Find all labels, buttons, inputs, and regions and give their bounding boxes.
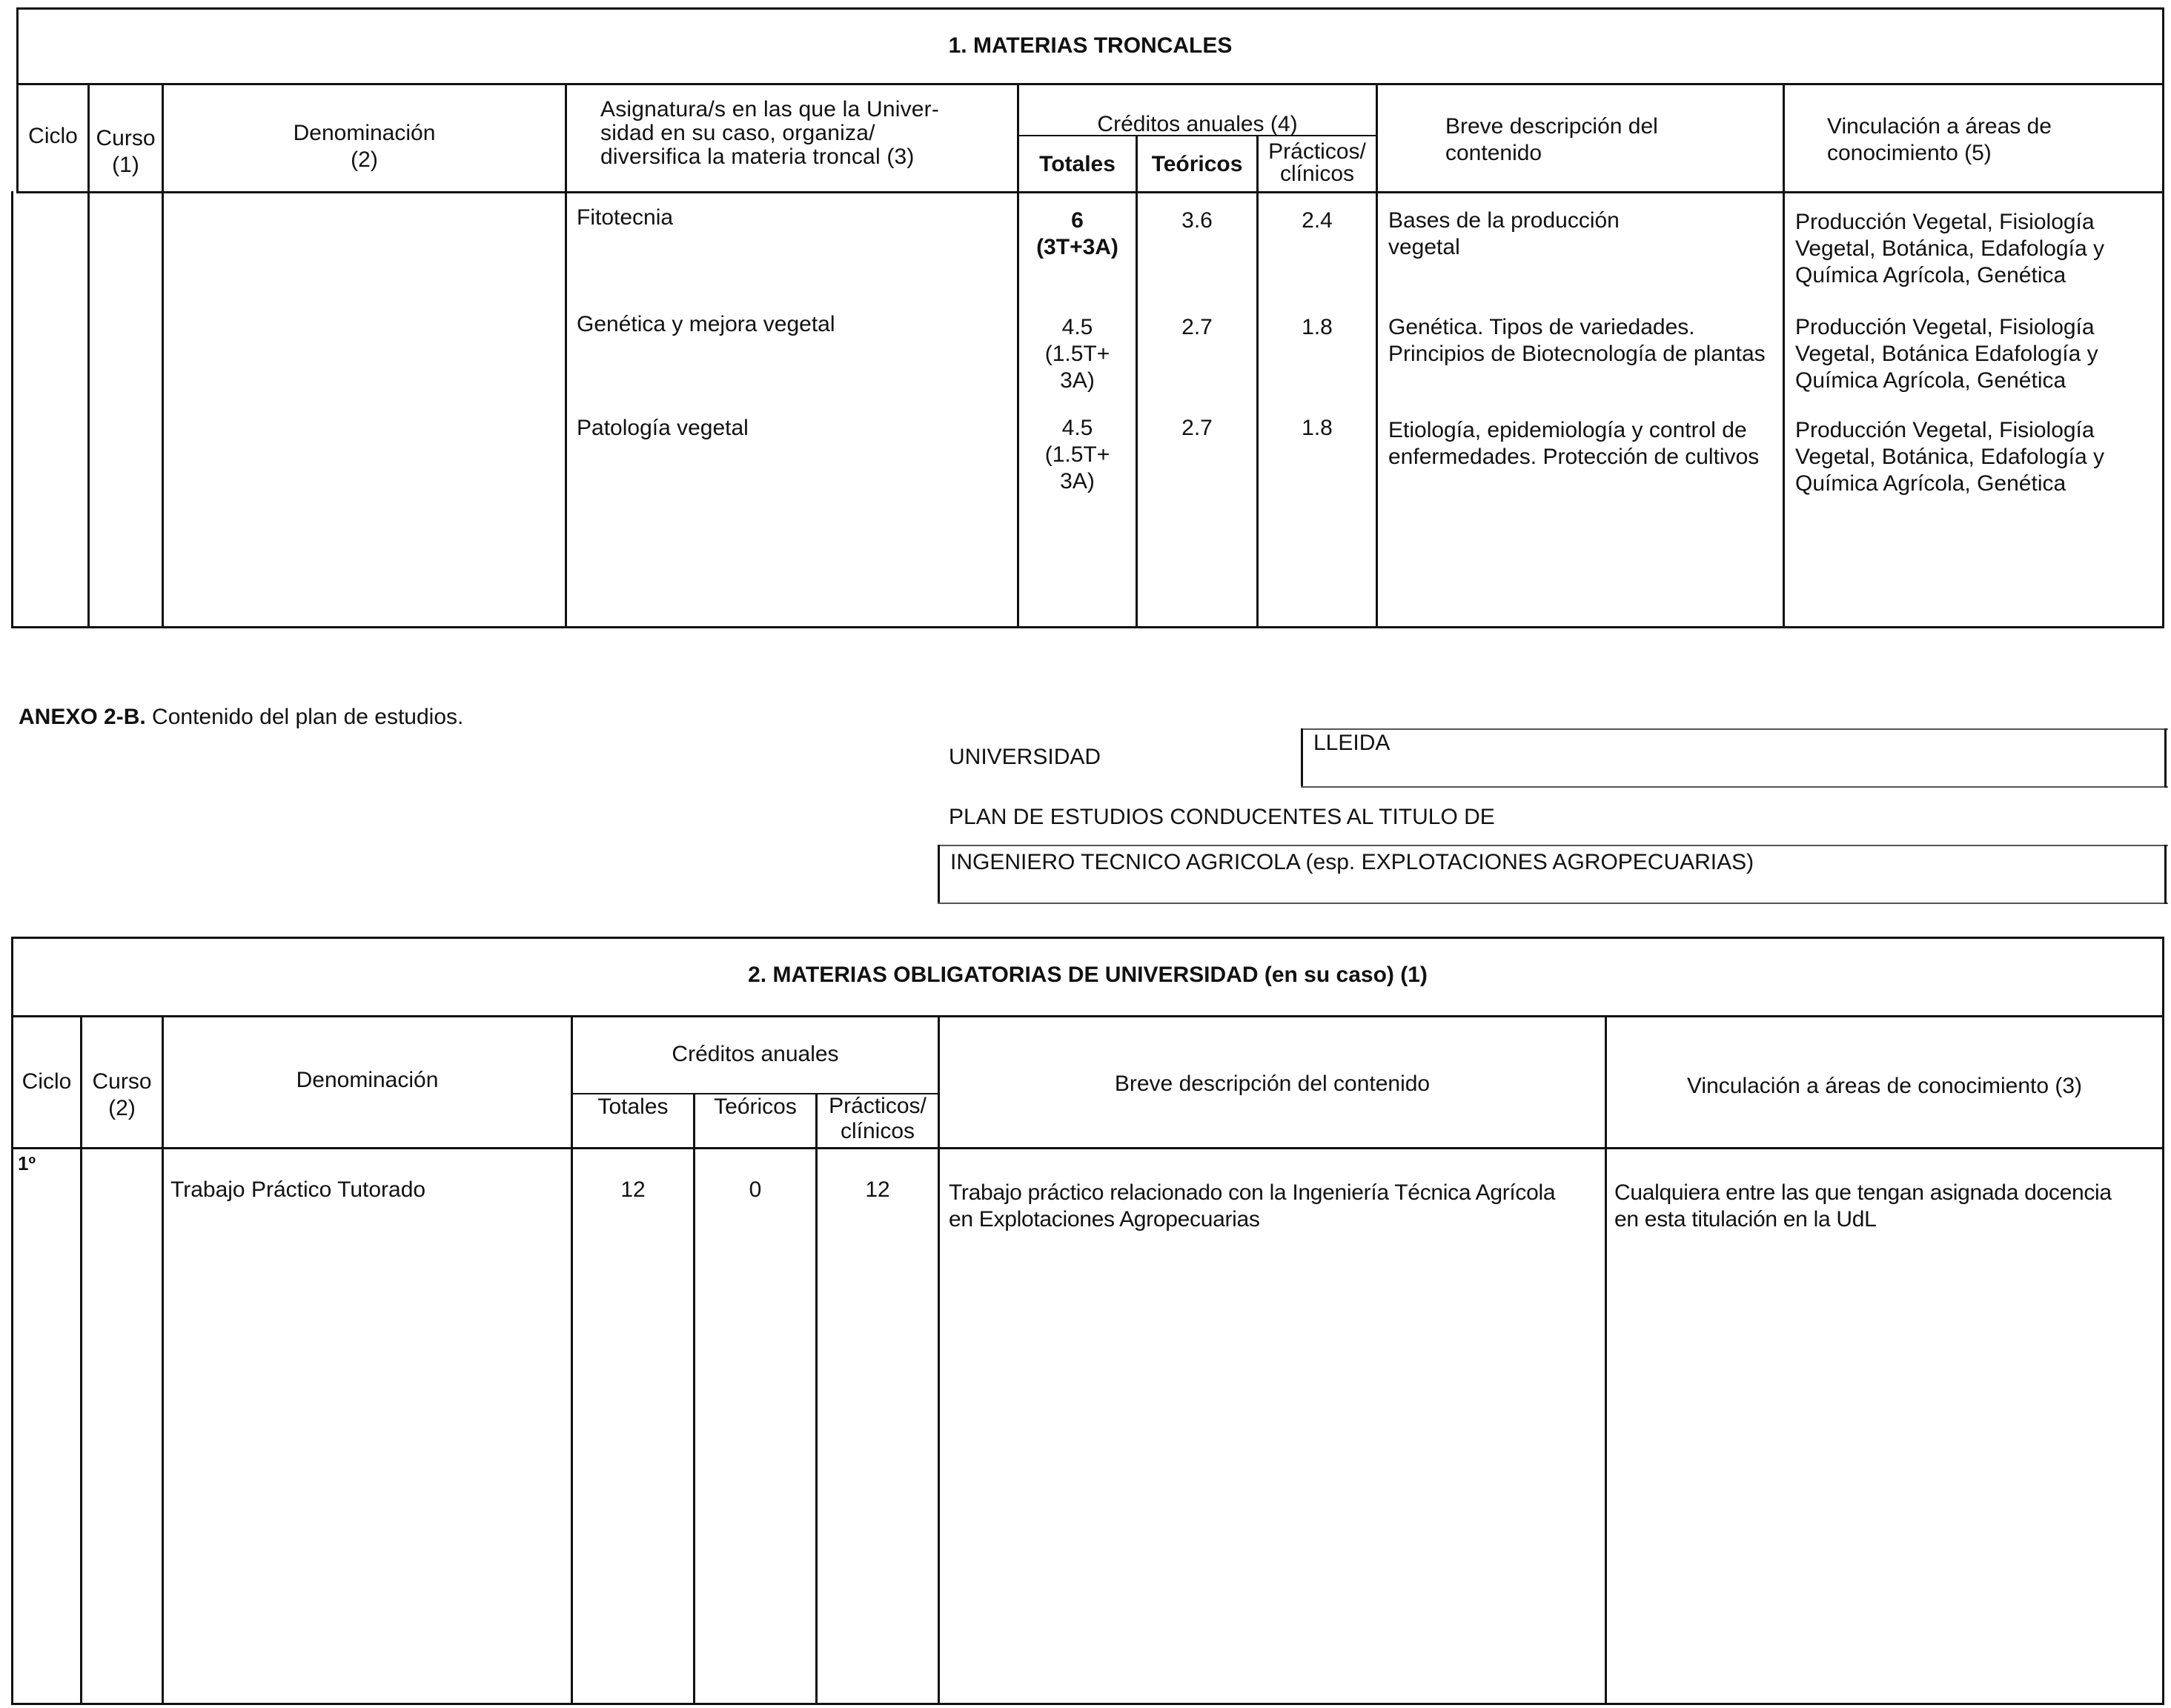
totales-cell: 12 xyxy=(620,1177,646,1202)
header-ciclo: Ciclo xyxy=(28,124,78,148)
header-asignaturas: Asignatura/s en las que la Univer- sidad en su caso, organiza/ diversifica la materia troncal (3) xyxy=(600,97,940,169)
header-totales: Totales xyxy=(597,1094,669,1119)
totales-cell: 4.5 (1.5T+ 3A) xyxy=(1044,315,1110,393)
header-teoricos: Teóricos xyxy=(714,1094,797,1119)
descripcion-cell: Etiología, epidemiología y control de enfermedades. Protección de cultivos xyxy=(1388,418,1760,469)
teoricos-cell: 2.7 xyxy=(1181,416,1213,440)
descripcion-cell: Genética. Tipos de variedades. Principios de Biotecnología de plantas xyxy=(1388,315,1766,366)
header-creditos: Créditos anuales xyxy=(672,1042,839,1066)
vinculacion-cell: Cualquiera entre las que tengan asignada docencia en esta titulación en la UdL xyxy=(1614,1180,2112,1232)
ciclo-cell: 1º xyxy=(18,1152,36,1174)
header-teoricos: Teóricos xyxy=(1151,152,1243,176)
plan-label: PLAN DE ESTUDIOS CONDUCENTES AL TITULO DE xyxy=(949,805,1495,829)
practicos-cell: 1.8 xyxy=(1302,315,1333,339)
header-descripcion: Breve descripción del contenido xyxy=(1114,1071,1431,1096)
asignatura-cell: Patología vegetal xyxy=(577,416,749,440)
header-descripcion: Breve descripción del contenido xyxy=(1445,114,1658,165)
vinculacion-cell: Producción Vegetal, Fisiología Vegetal, Botánica Edafología y Química Agrícola, Genética xyxy=(1795,315,2098,393)
header-totales: Totales xyxy=(1039,152,1116,176)
section2-title: 2. MATERIAS OBLIGATORIAS DE UNIVERSIDAD (en su caso) (1) xyxy=(748,963,1428,987)
header-curso: Curso (1) xyxy=(96,126,156,177)
header-denominacion: Denominación xyxy=(296,1068,439,1092)
practicos-cell: 1.8 xyxy=(1302,416,1333,440)
universidad-value: LLEIDA xyxy=(1313,731,1391,755)
practicos-cell: 12 xyxy=(865,1177,890,1202)
section1-title: 1. MATERIAS TRONCALES xyxy=(948,33,1233,58)
header-vinculacion: Vinculación a áreas de conocimiento (3) xyxy=(1686,1074,2083,1098)
teoricos-cell: 0 xyxy=(749,1177,762,1202)
teoricos-cell: 3.6 xyxy=(1181,208,1213,233)
header-vinculacion: Vinculación a áreas de conocimiento (5) xyxy=(1827,114,2052,165)
denominacion-cell: Trabajo Práctico Tutorado xyxy=(170,1177,426,1202)
practicos-cell: 2.4 xyxy=(1302,208,1333,233)
universidad-label: UNIVERSIDAD xyxy=(949,745,1101,769)
descripcion-cell: Trabajo práctico relacionado con la Ingeniería Técnica Agrícola en Explotaciones Agropecuarias xyxy=(949,1180,1556,1232)
header-creditos: Créditos anuales (4) xyxy=(1097,112,1298,136)
header-practicos: Prácticos/ clínicos xyxy=(829,1094,927,1143)
header-curso: Curso (2) xyxy=(92,1069,152,1120)
vinculacion-cell: Producción Vegetal, Fisiología Vegetal, Botánica, Edafología y Química Agrícola, Genética xyxy=(1795,418,2104,496)
asignatura-cell: Fitotecnia xyxy=(577,205,674,230)
totales-cell: 4.5 (1.5T+ 3A) xyxy=(1044,416,1110,494)
anexo-title: ANEXO 2-B. Contenido del plan de estudios. xyxy=(19,705,464,729)
descripcion-cell: Bases de la producción vegetal xyxy=(1388,208,1620,259)
header-denominacion: Denominación (2) xyxy=(293,121,436,172)
header-ciclo: Ciclo xyxy=(21,1069,72,1094)
totales-cell: 6 (3T+3A) xyxy=(1036,208,1118,259)
teoricos-cell: 2.7 xyxy=(1181,315,1213,339)
header-practicos: Prácticos/ clínicos xyxy=(1268,139,1366,186)
vinculacion-cell: Producción Vegetal, Fisiología Vegetal, Botánica, Edafología y Química Agrícola, Genética xyxy=(1795,210,2104,288)
asignatura-cell: Genética y mejora vegetal xyxy=(577,312,835,336)
titulo-value: INGENIERO TECNICO AGRICOLA (esp. EXPLOTACIONES AGROPECUARIAS) xyxy=(950,850,1754,874)
